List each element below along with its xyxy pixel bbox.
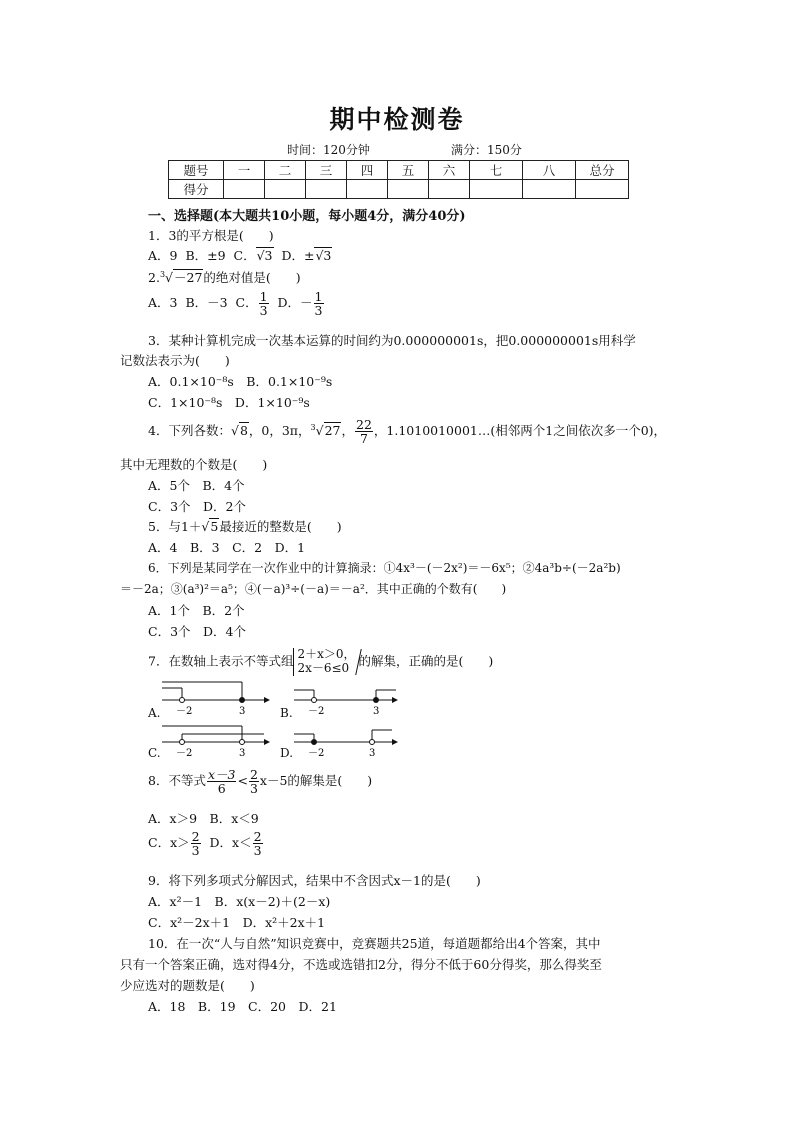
- number-line-a: [160, 680, 272, 722]
- option-c: C．: [235, 295, 258, 311]
- question-10-cont: 只有一个答案正确，选对得4分，不选或选错扣2分，得分不低于60分得奖，那么得奖至: [120, 957, 602, 972]
- table-header-cell: 一: [224, 161, 265, 180]
- full-score: 满分：150分: [451, 143, 522, 157]
- question-text: 最接近的整数是( ): [219, 519, 342, 534]
- question-text: 的解集，正确的是( ): [358, 653, 494, 669]
- option-d: D.: [280, 746, 294, 760]
- table-header-cell: 得分: [169, 180, 224, 199]
- number-line-b: [292, 680, 404, 722]
- question-10-cont: 少应选对的题数是( ): [120, 978, 255, 993]
- option-c: C.: [148, 746, 161, 760]
- question-3: 3．某种计算机完成一次基本运算的时间约为0.000000001s，把0.000000001s用科学: [148, 333, 636, 348]
- fraction: [249, 768, 259, 795]
- score-cell[interactable]: [265, 180, 306, 199]
- question-4-options-cd: C．3个 D．2个: [148, 499, 246, 514]
- option-a: A.: [148, 706, 161, 720]
- tick-label: －2: [176, 706, 193, 717]
- less-than-sign: <: [237, 773, 248, 789]
- radicand: 5: [210, 519, 219, 534]
- option-c: C．: [233, 248, 256, 263]
- numerator: 2: [253, 829, 262, 844]
- root-index: 3: [159, 269, 166, 279]
- numerator: 1: [314, 289, 323, 304]
- score-cell[interactable]: [470, 180, 523, 199]
- question-text: ，0，3π，: [248, 423, 311, 439]
- radicand: －27: [174, 270, 203, 285]
- time-limit: 时间：120分钟: [287, 143, 370, 157]
- radicand: 27: [324, 423, 341, 439]
- option-c: C．x＞: [148, 835, 190, 851]
- option-b: B．±9: [185, 248, 226, 263]
- table-row: [169, 161, 629, 180]
- question-text: ，1.1010010001…(相邻两个1之间依次多一个0)，: [373, 423, 667, 439]
- tick-label: 3: [369, 748, 376, 759]
- fraction: [355, 418, 373, 445]
- question-8: [148, 768, 372, 795]
- table-header-cell: 题号: [169, 161, 224, 180]
- denominator: 3: [259, 303, 268, 319]
- denominator: 3: [314, 303, 323, 319]
- number-line-c: [160, 722, 272, 764]
- question-text: x－5的解集是( ): [259, 773, 373, 789]
- question-8-options-cd: [148, 830, 264, 857]
- question-text: 7．在数轴上表示不等式组: [148, 653, 294, 669]
- question-4-options-ab: A．5个 B．4个: [148, 478, 245, 493]
- fraction: [191, 830, 201, 857]
- question-5: 5．与1＋√5最接近的整数是( ): [148, 519, 342, 534]
- section-title: 一、选择题(本大题共10小题，每小题4分，满分40分): [148, 209, 466, 224]
- question-3-options-cd: C．1×10⁻⁸s D．1×10⁻⁹s: [148, 395, 310, 410]
- fraction: [207, 768, 237, 795]
- table-header-cell: 四: [347, 161, 388, 180]
- tick-label: －2: [308, 706, 325, 717]
- table-header-cell: 二: [265, 161, 306, 180]
- denominator: 6: [217, 781, 226, 797]
- score-cell[interactable]: [576, 180, 629, 199]
- question-text: 8．不等式: [148, 773, 206, 789]
- table-row: [169, 180, 629, 199]
- numerator: 22: [356, 417, 372, 432]
- question-text: 的绝对值是( ): [203, 270, 301, 285]
- score-table: [168, 160, 629, 199]
- option-b: B.: [280, 706, 293, 720]
- option-a: A．3: [148, 295, 178, 311]
- option-d: D．±: [281, 248, 315, 263]
- question-text: ，: [341, 423, 354, 439]
- question-9: 9．将下列多项式分解因式，结果中不含因式x－1的是( ): [148, 873, 481, 888]
- table-header-cell: 三: [306, 161, 347, 180]
- sqrt-expression: √3: [256, 248, 273, 263]
- question-10-options: A．18 B．19 C．20 D．21: [148, 999, 337, 1014]
- option-d: D．－: [277, 295, 313, 311]
- score-cell[interactable]: [523, 180, 576, 199]
- question-6: 6．下列是某同学在一次作业中的计算摘录：①4x³－(－2x²)＝－6x⁵；②4a³b÷(－2a²b): [148, 561, 621, 575]
- inequality-system: [293, 648, 355, 676]
- score-cell[interactable]: [347, 180, 388, 199]
- question-2-options: [148, 290, 325, 317]
- denominator: 7: [359, 431, 368, 447]
- numerator: x－3: [207, 767, 236, 782]
- sqrt-expression: √3: [315, 248, 332, 263]
- tick-label: 3: [239, 748, 246, 759]
- fraction: [253, 830, 263, 857]
- fraction: [259, 290, 269, 317]
- option-a: A．9: [148, 248, 178, 263]
- question-4: 4．下列各数：√8，0，3π，$^3$√27， $\frac{22}{7}$ ，1.1010010001…(相邻两个1之间依次多一个0)，: [148, 417, 667, 447]
- question-text: 5．与1＋: [148, 519, 202, 534]
- question-3-cont: 记数法表示为( ): [120, 353, 230, 368]
- inequality: 2＋x＞0，: [297, 647, 356, 661]
- table-header-cell: 八: [523, 161, 576, 180]
- question-6-options-cd: C．3个 D．4个: [148, 624, 246, 639]
- page-title: 期中检测卷: [329, 105, 465, 134]
- question-4-cont: 其中无理数的个数是( ): [120, 457, 268, 472]
- numerator: 2: [191, 829, 200, 844]
- question-2: 2.$^3$√－27的绝对值是( ): [148, 269, 301, 285]
- score-cell[interactable]: [388, 180, 429, 199]
- question-number: 2.: [148, 270, 160, 285]
- question-7: [148, 648, 493, 676]
- tick-label: －2: [176, 748, 193, 759]
- question-6-cont: ＝－2a；③(a³)²＝a⁵；④(－a)³÷(－a)＝－a²．其中正确的个数有( ): [120, 582, 507, 596]
- inequality: 2x－6≤0: [297, 660, 350, 675]
- table-header-cell: 六: [429, 161, 470, 180]
- denominator: 3: [249, 781, 258, 797]
- number-line-d: [292, 722, 404, 764]
- radicand: 8: [239, 423, 248, 439]
- denominator: 3: [191, 843, 200, 859]
- question-3-options-ab: A．0.1×10⁻⁸s B．0.1×10⁻⁹s: [148, 374, 333, 389]
- score-cell[interactable]: [306, 180, 347, 199]
- fraction: [314, 290, 324, 317]
- tick-label: 3: [373, 706, 380, 717]
- question-9-options-ab: A．x²－1 B．x(x－2)＋(2－x): [148, 894, 331, 909]
- question-1: 1．3的平方根是( ): [148, 228, 274, 243]
- tick-label: －2: [308, 748, 325, 759]
- question-10: 10．在一次“人与自然”知识竞赛中，竞赛题共25道，每道题都给出4个答案，其中: [148, 936, 601, 951]
- numerator: 2: [249, 767, 258, 782]
- question-6-options-ab: A．1个 B．2个: [148, 603, 245, 618]
- table-header-cell: 七: [470, 161, 523, 180]
- score-cell[interactable]: [429, 180, 470, 199]
- tick-label: 3: [239, 706, 246, 717]
- question-9-options-cd: C．x²－2x＋1 D．x²＋2x＋1: [148, 915, 326, 930]
- question-1-options: [148, 246, 332, 264]
- numerator: 1: [259, 289, 268, 304]
- table-header-cell: 总分: [576, 161, 629, 180]
- option-d: D．x＜: [209, 835, 252, 851]
- option-b: B．－3: [185, 295, 228, 311]
- question-text: 4．下列各数：: [148, 423, 231, 439]
- root-index: 3: [310, 422, 316, 432]
- question-8-options-ab: A．x＞9 B．x＜9: [148, 811, 259, 826]
- table-header-cell: 五: [388, 161, 429, 180]
- score-cell[interactable]: [224, 180, 265, 199]
- denominator: 3: [253, 843, 262, 859]
- question-5-options: A．4 B．3 C．2 D．1: [148, 540, 306, 555]
